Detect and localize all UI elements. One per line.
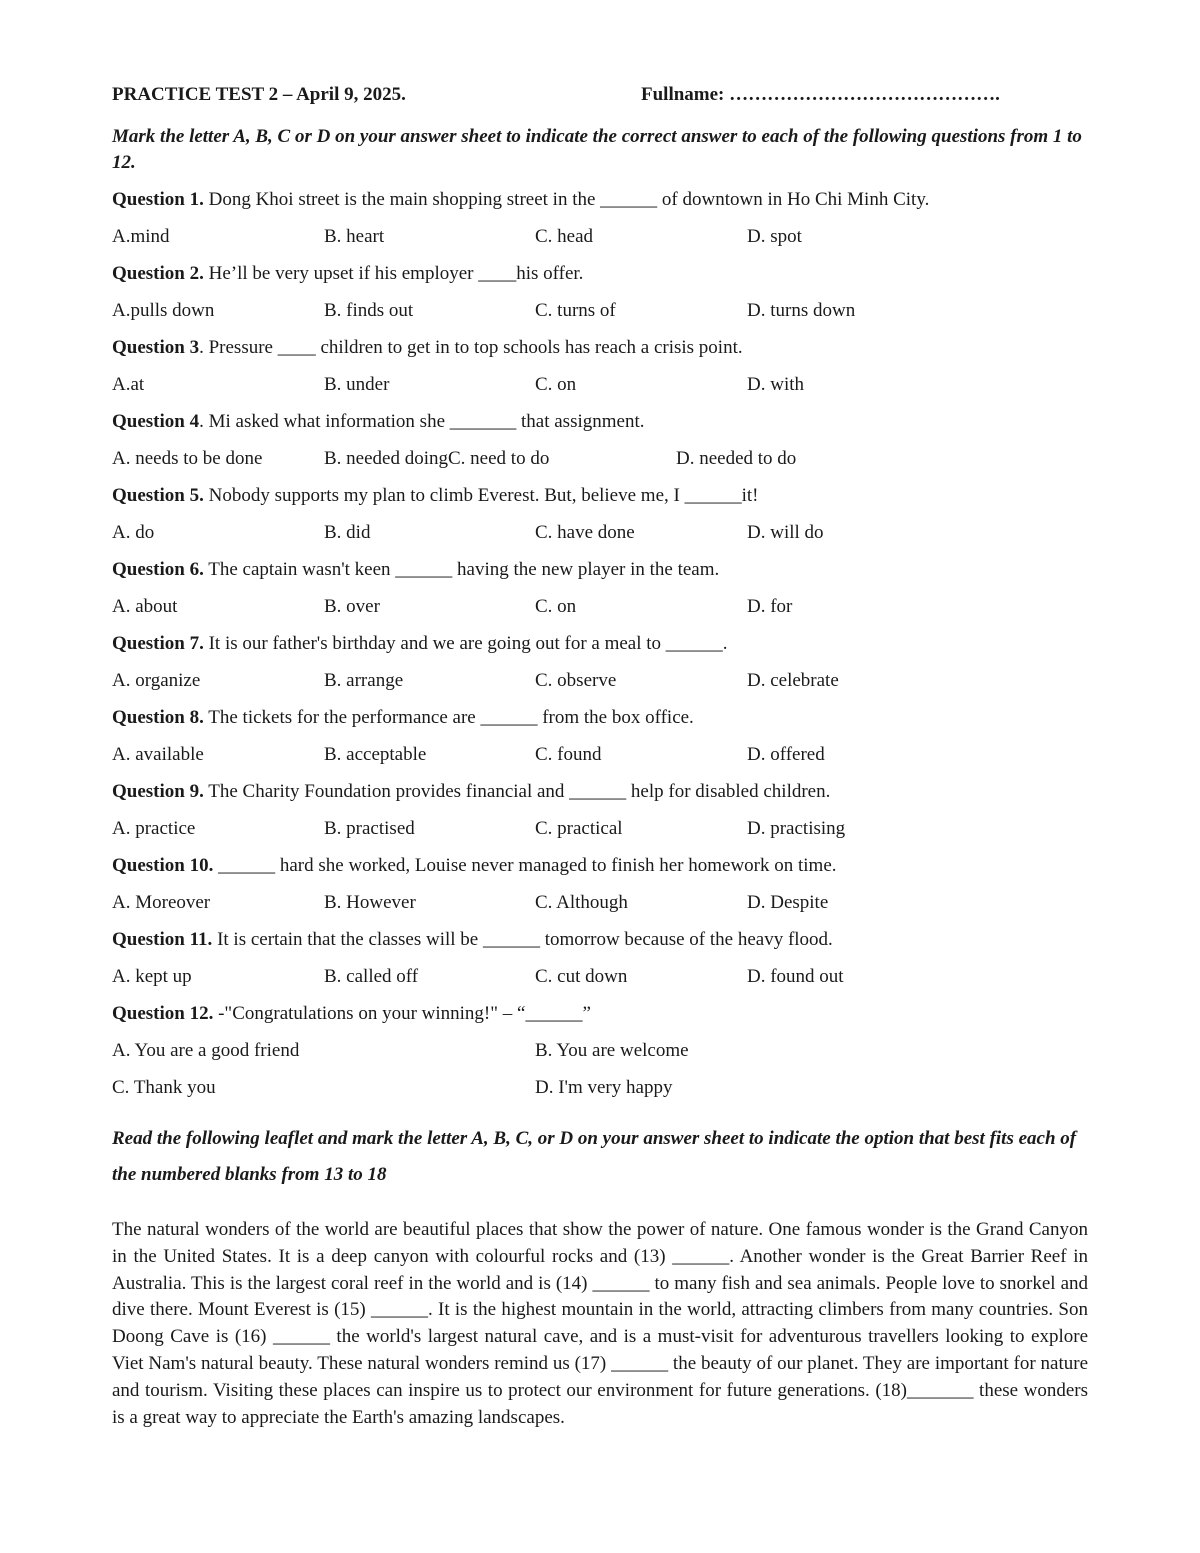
answer-option: B. over	[324, 596, 380, 617]
question-3	[112, 335, 1088, 361]
reading-passage: The natural wonders of the world are beautiful places that show the power of nature. One famous wonder is the Grand Canyon in the United States. It is a deep canyon with colourful rocks and (13) ______. Another wonder is the Great Barrier Reef in Australia. This is the largest coral reef in the world and is (14) ______ to many fish and sea animals. People love to snorkel and dive there. Mount Everest is (15) ______. It is the highest mountain in the world, attracting climbers from many countries. Son Doong Cave is (16) ______ the world's largest natural cave, and is a must-visit for adventurous travellers looking to explore Viet Nam's natural beauty. These natural wonders remind us (17) ______ the beauty of our planet. They are important for nature and tourism. Visiting these places can inspire us to protect our environment for future generations. (18)_______ these wonders is a great way to appreciate the Earth's amazing landscapes.	[112, 1219, 1088, 1428]
answer-option: D. offered	[747, 744, 825, 765]
answer-option: D. I'm very happy	[535, 1077, 673, 1098]
question-10	[112, 853, 1088, 879]
question-text: Dong Khoi street is the main shopping street in the ______ of downtown in Ho Chi Minh City.	[203, 189, 930, 210]
fullname-field: Fullname: …………………………………….	[641, 84, 1000, 105]
header	[112, 82, 1088, 112]
options-row	[112, 890, 1088, 916]
options-row	[112, 520, 1088, 546]
answer-option: C. practical	[535, 818, 623, 839]
answer-option: D. celebrate	[747, 670, 839, 691]
answer-option: C. head	[535, 226, 594, 247]
answer-option: B. acceptable	[324, 744, 427, 765]
question-7	[112, 631, 1088, 657]
options-row	[112, 1038, 1088, 1064]
question-text: -"Congratulations on your winning!" – “______”	[213, 1003, 591, 1024]
question-label: Question 1.	[112, 189, 204, 210]
options-row	[112, 446, 1088, 472]
question-label: Question 9.	[112, 781, 204, 802]
answer-option: A. Moreover	[112, 892, 211, 913]
answer-option: A. kept up	[112, 966, 192, 987]
answer-option: A. You are a good friend	[112, 1040, 300, 1061]
answer-option: D. practising	[747, 818, 846, 839]
answer-option: B. called off	[324, 966, 419, 987]
answer-option: D. found out	[747, 966, 844, 987]
test-page	[112, 82, 1088, 1431]
answer-option: A. practice	[112, 818, 196, 839]
answer-option: A. about	[112, 596, 178, 617]
question-5	[112, 483, 1088, 509]
answer-option: C. have done	[535, 522, 635, 543]
answer-option: C. found	[535, 744, 602, 765]
answer-option: D. for	[747, 596, 793, 617]
question-label: Question 12.	[112, 1003, 214, 1024]
options-row	[112, 964, 1088, 990]
answer-option: C. cut down	[535, 966, 628, 987]
question-label: Question 4	[112, 411, 200, 432]
question-label: Question 2.	[112, 263, 204, 284]
answer-option: C. observe	[535, 670, 617, 691]
question-label: Question 8.	[112, 707, 204, 728]
answer-option: B. practised	[324, 818, 415, 839]
answer-option: C. on	[535, 374, 577, 395]
question-9	[112, 779, 1088, 805]
question-11	[112, 927, 1088, 953]
answer-option: A. organize	[112, 670, 201, 691]
answer-option: D. needed to do	[676, 448, 797, 469]
question-2	[112, 261, 1088, 287]
question-text: The captain wasn't keen ______ having the new player in the team.	[203, 559, 720, 580]
answer-option: C. Although	[535, 892, 628, 913]
question-text: . Pressure ____ children to get in to top schools has reach a crisis point.	[199, 337, 743, 358]
question-label: Question 6.	[112, 559, 204, 580]
answer-option: A.mind	[112, 226, 170, 247]
instruction-questions-13-18: Read the following leaflet and mark the letter A, B, C, or D on your answer sheet to indicate the option that best fits each of the numbered blanks from 13 to 18	[112, 1128, 1077, 1185]
options-row	[112, 372, 1088, 398]
question-text: It is certain that the classes will be ______ tomorrow because of the heavy flood.	[212, 929, 833, 950]
answer-option: B. However	[324, 892, 416, 913]
question-text: He’ll be very upset if his employer ____his offer.	[203, 263, 584, 284]
answer-option: C. on	[535, 596, 577, 617]
options-row	[112, 594, 1088, 620]
question-6	[112, 557, 1088, 583]
question-text: The tickets for the performance are ______ from the box office.	[203, 707, 694, 728]
question-label: Question 11.	[112, 929, 213, 950]
answer-option: B. did	[324, 522, 371, 543]
answer-option: B. You are welcome	[535, 1040, 689, 1061]
question-4	[112, 409, 1088, 435]
answer-option: D. will do	[747, 522, 824, 543]
answer-option: A. available	[112, 744, 204, 765]
answer-option: B. finds out	[324, 300, 414, 321]
answer-option: B. under	[324, 374, 390, 395]
question-text: It is our father's birthday and we are going out for a meal to ______.	[203, 633, 728, 654]
answer-option: B. needed doingC. need to do	[324, 448, 550, 469]
options-row	[112, 224, 1088, 250]
question-text: The Charity Foundation provides financial and ______ help for disabled children.	[203, 781, 831, 802]
question-label: Question 7.	[112, 633, 204, 654]
question-text: Nobody supports my plan to climb Everest. But, believe me, I ______it!	[203, 485, 759, 506]
question-8	[112, 705, 1088, 731]
question-1	[112, 187, 1088, 213]
question-label: Question 3	[112, 337, 200, 358]
answer-option: D. turns down	[747, 300, 856, 321]
question-list	[112, 187, 1088, 1101]
answer-option: A.at	[112, 374, 145, 395]
options-row	[112, 1075, 1088, 1101]
answer-option: D. with	[747, 374, 804, 395]
answer-option: D. spot	[747, 226, 802, 247]
answer-option: B. heart	[324, 226, 385, 247]
question-label: Question 5.	[112, 485, 204, 506]
options-row	[112, 298, 1088, 324]
instruction-questions-1-12: Mark the letter A, B, C or D on your answer sheet to indicate the correct answer to each of the following questions from 1 to 12.	[112, 126, 1082, 173]
answer-option: A. needs to be done	[112, 448, 263, 469]
question-text: ______ hard she worked, Louise never managed to finish her homework on time.	[213, 855, 837, 876]
answer-option: C. Thank you	[112, 1077, 216, 1098]
options-row	[112, 668, 1088, 694]
answer-option: C. turns of	[535, 300, 616, 321]
answer-option: D. Despite	[747, 892, 829, 913]
answer-option: A.pulls down	[112, 300, 215, 321]
options-row	[112, 742, 1088, 768]
answer-option: A. do	[112, 522, 155, 543]
options-row	[112, 816, 1088, 842]
question-label: Question 10.	[112, 855, 214, 876]
answer-option: B. arrange	[324, 670, 404, 691]
question-12	[112, 1001, 1088, 1027]
question-text: . Mi asked what information she _______ that assignment.	[199, 411, 645, 432]
test-title: PRACTICE TEST 2 – April 9, 2025.	[112, 84, 406, 105]
